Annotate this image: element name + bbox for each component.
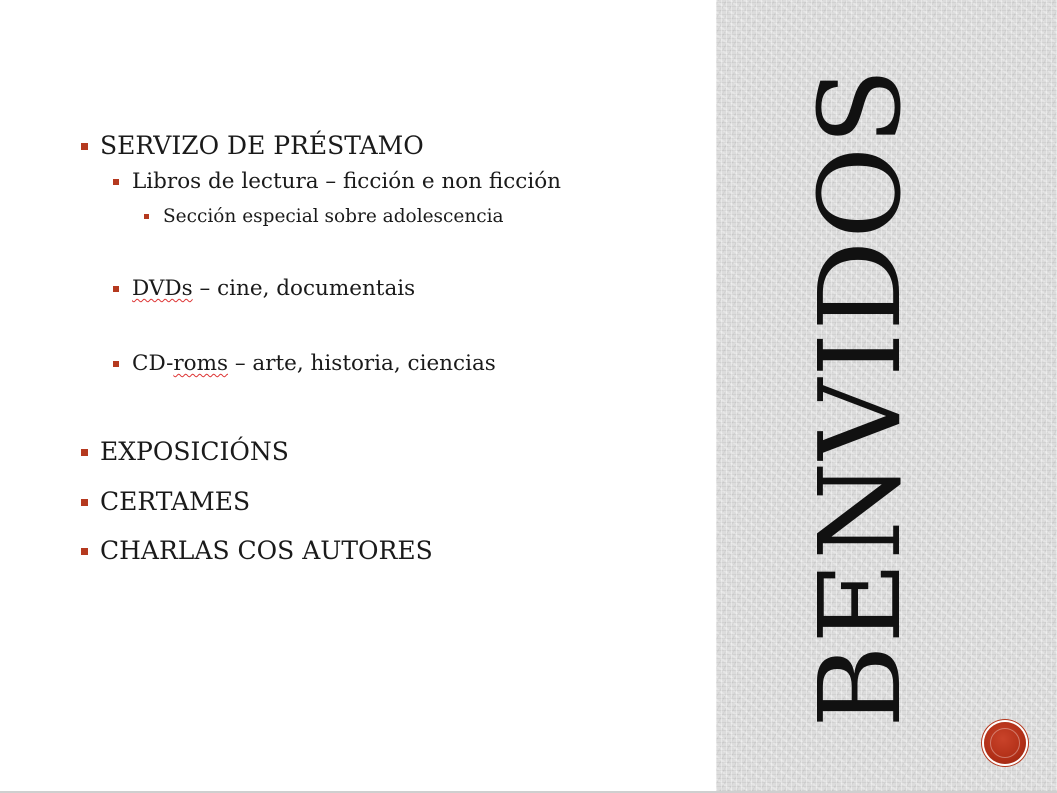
circle-button-icon[interactable] — [984, 722, 1026, 764]
list-item-dvds — [78, 271, 698, 307]
square-bullet-icon — [144, 214, 149, 219]
ring-decoration — [990, 728, 1020, 758]
square-bullet-icon — [113, 179, 119, 185]
list-item-charlas — [78, 533, 698, 569]
square-bullet-icon — [81, 143, 88, 150]
list-item-certames — [78, 484, 698, 520]
list-item-label: – cine, documentais — [192, 276, 416, 301]
square-bullet-icon — [113, 286, 119, 292]
slide-title: BENVIDOS — [796, 66, 926, 728]
list-item-label: EXPOSICIÓNS — [100, 437, 289, 466]
spellcheck-word: roms — [173, 351, 229, 376]
square-bullet-icon — [81, 548, 88, 555]
list-item-label: Libros de lectura – ficción e non ficción — [132, 169, 562, 194]
list-item-label: Sección especial sobre adolescencia — [163, 206, 504, 227]
list-item-servizo — [78, 128, 698, 164]
list-item-label: CERTAMES — [100, 487, 251, 516]
square-bullet-icon — [113, 361, 119, 367]
list-item-label: CHARLAS COS AUTORES — [100, 536, 433, 565]
list-item-cdroms — [78, 346, 698, 382]
slide-content-list — [78, 128, 698, 569]
square-bullet-icon — [81, 449, 88, 456]
spellcheck-word: DVDs — [132, 276, 193, 301]
list-item-libros — [78, 164, 698, 200]
list-item-exposicions — [78, 434, 698, 470]
list-item-prefix: CD- — [132, 351, 174, 376]
list-item-seccion — [78, 200, 698, 234]
square-bullet-icon — [81, 499, 88, 506]
list-item-label: SERVIZO DE PRÉSTAMO — [100, 131, 424, 160]
list-item-label: – arte, historia, ciencias — [228, 351, 496, 376]
